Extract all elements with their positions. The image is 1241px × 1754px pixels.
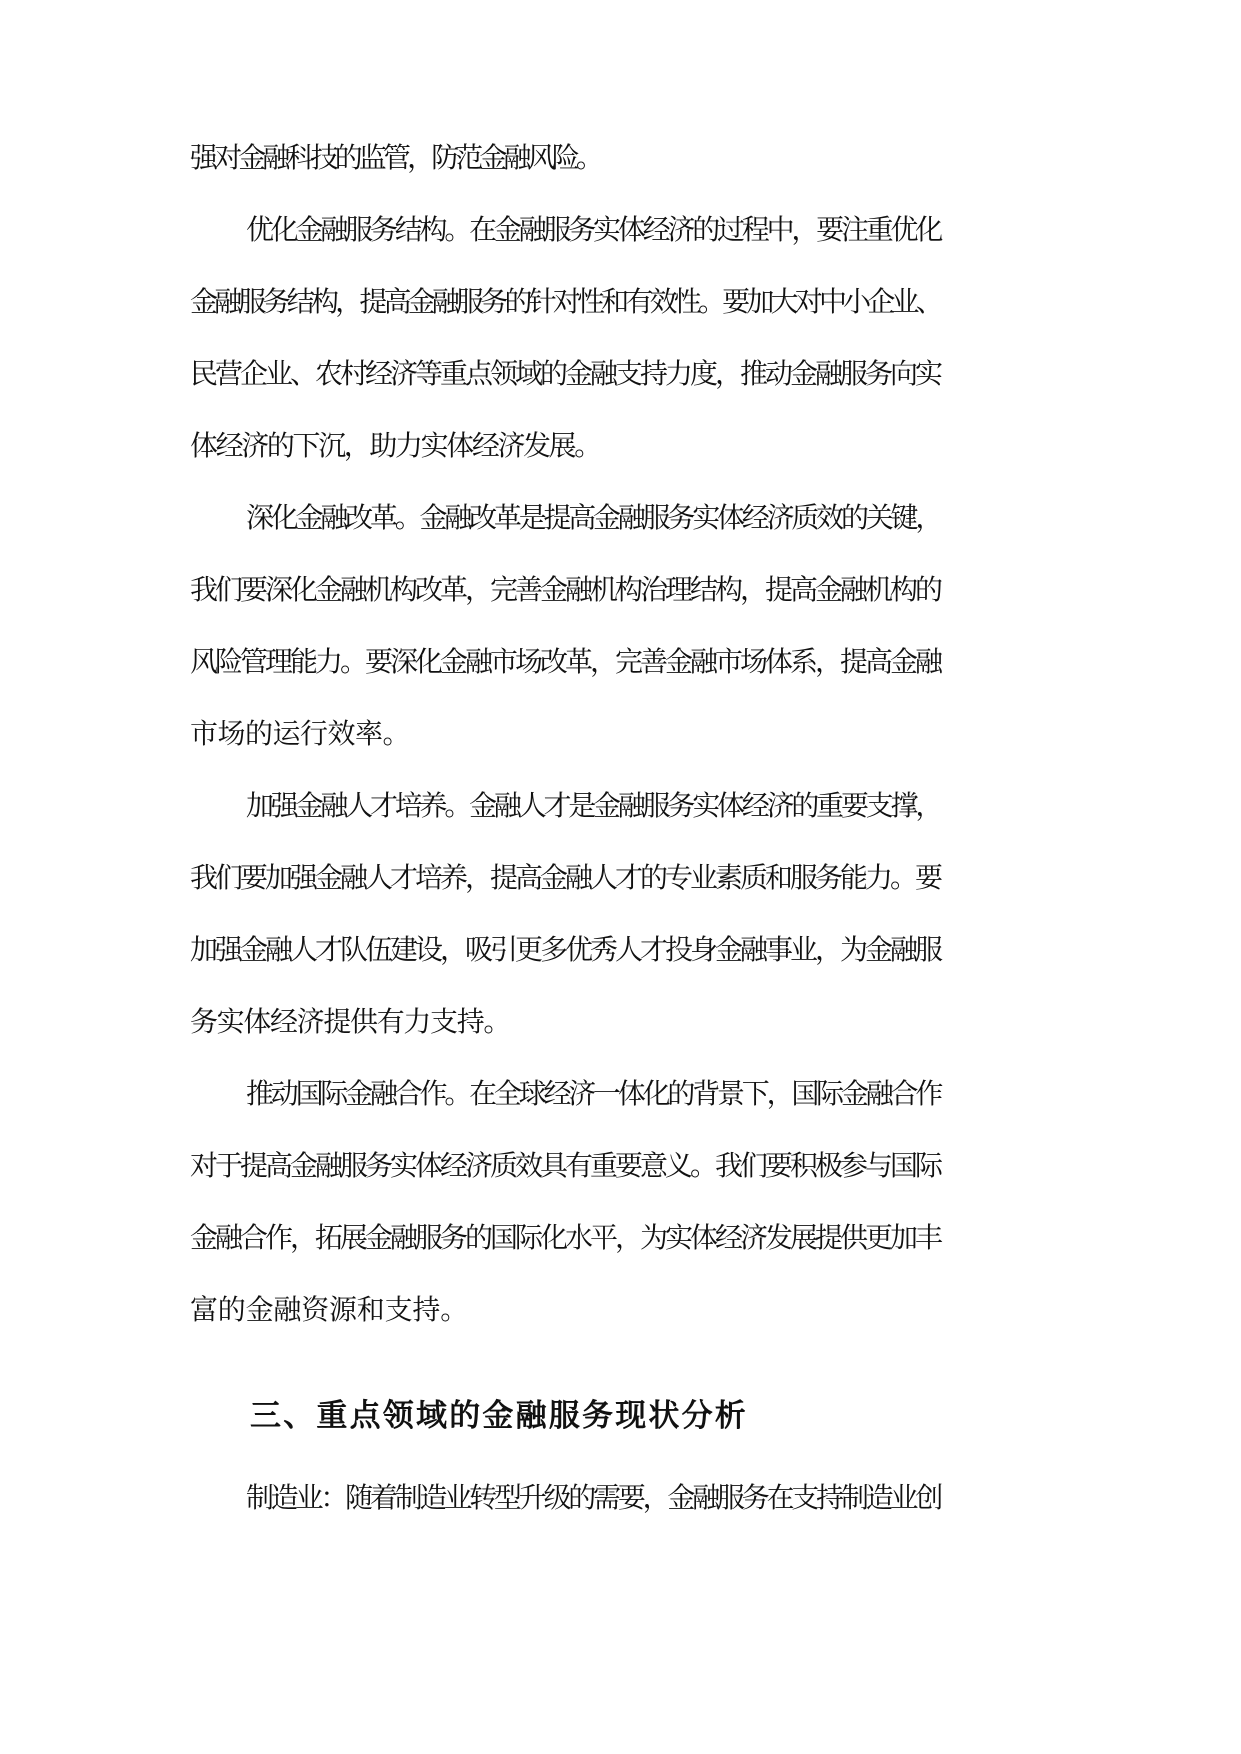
paragraph-line: 强对金融科技的监管，防范金融风险。 bbox=[190, 141, 601, 174]
paragraph-line: 民营企业、农村经济等重点领域的金融支持力度，推动金融服务向实 bbox=[190, 357, 941, 390]
paragraph-line: 我们要深化金融机构改革，完善金融机构治理结构，提高金融机构的 bbox=[190, 573, 941, 606]
paragraph-line: 制造业：随着制造业转型升级的需要，金融服务在支持制造业创 bbox=[246, 1481, 941, 1514]
paragraph-line: 对于提高金融服务实体经济质效具有重要意义。我们要积极参与国际 bbox=[190, 1149, 941, 1182]
paragraph-line: 深化金融改革。金融改革是提高金融服务实体经济质效的关键， bbox=[246, 501, 941, 534]
paragraph-line: 务实体经济提供有力支持。 bbox=[190, 1005, 511, 1038]
paragraph-line: 加强金融人才队伍建设，吸引更多优秀人才投身金融事业，为金融服 bbox=[190, 933, 941, 966]
section-heading: 三、重点领域的金融服务现状分析 bbox=[250, 1398, 748, 1434]
paragraph-line: 推动国际金融合作。在全球经济一体化的背景下，国际金融合作 bbox=[246, 1077, 941, 1110]
paragraph-line: 金融合作，拓展金融服务的国际化水平，为实体经济发展提供更加丰 bbox=[190, 1221, 941, 1254]
paragraph-line: 加强金融人才培养。金融人才是金融服务实体经济的重要支撑， bbox=[246, 789, 941, 822]
paragraph-line: 体经济的下沉，助力实体经济发展。 bbox=[190, 429, 600, 462]
paragraph-line: 富的金融资源和支持。 bbox=[190, 1293, 469, 1326]
paragraph-line: 风险管理能力。要深化金融市场改革，完善金融市场体系，提高金融 bbox=[190, 645, 941, 678]
paragraph-line: 市场的运行效率。 bbox=[190, 717, 411, 750]
paragraph-line: 金融服务结构，提高金融服务的针对性和有效性。要加大对中小企业、 bbox=[190, 285, 940, 318]
paragraph-line: 优化金融服务结构。在金融服务实体经济的过程中，要注重优化 bbox=[246, 213, 941, 246]
paragraph-line: 我们要加强金融人才培养，提高金融人才的专业素质和服务能力。要 bbox=[190, 861, 941, 894]
